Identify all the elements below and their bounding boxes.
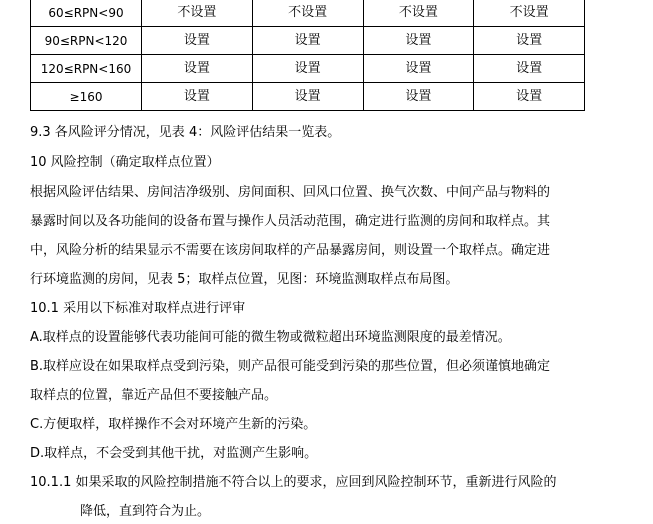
rpn-range-cell: 60≤RPN<90 <box>31 0 142 27</box>
section-10-1-1-continued: 降低，直到符合为止。 <box>80 504 211 519</box>
criterion-b: B.取样应设在如果取样点受到污染，则产品很可能受到污染的那些位置，但必须谨慎地确定 <box>30 359 551 374</box>
table-cell: 设置 <box>142 27 253 55</box>
table-row <box>31 0 585 27</box>
criterion-d: D.取样点，不会受到其他干扰，对监测产生影响。 <box>30 446 318 461</box>
table-row <box>31 83 585 111</box>
table-cell: 设置 <box>474 27 585 55</box>
table-cell: 设置 <box>363 27 474 55</box>
table-cell: 设置 <box>474 55 585 83</box>
table-cell: 设置 <box>474 83 585 111</box>
paragraph-line: 暴露时间以及各功能间的设备布置与操作人员活动范围，确定进行监测的房间和取样点。其 <box>30 214 551 229</box>
table-cell: 不设置 <box>474 0 585 27</box>
table-row <box>31 27 585 55</box>
criterion-b-continued: 取样点的位置，靠近产品但不要接触产品。 <box>30 388 278 403</box>
criterion-a: A.取样点的设置能够代表功能间可能的微生物或微粒超出环境监测限度的最差情况。 <box>30 330 511 345</box>
table-cell: 设置 <box>252 83 363 111</box>
section-10-1-heading: 10.1 采用以下标准对取样点进行评审 <box>30 301 246 316</box>
section-10-heading: 10 风险控制（确定取样点位置） <box>30 155 220 170</box>
rpn-range-cell: 120≤RPN<160 <box>31 55 142 83</box>
table-cell: 设置 <box>363 55 474 83</box>
table-row <box>31 55 585 83</box>
rpn-table <box>30 0 585 111</box>
table-cell: 设置 <box>252 27 363 55</box>
section-10-1-1-text: 10.1.1 如果采取的风险控制措施不符合以上的要求，应回到风险控制环节，重新进行风险的 <box>30 475 557 490</box>
rpn-range-cell: 90≤RPN<120 <box>31 27 142 55</box>
paragraph-line: 中，风险分析的结果显示不需要在该房间取样的产品暴露房间，则设置一个取样点。确定进 <box>30 243 551 258</box>
section-9-3-text: 9.3 各风险评分情况，见表 4：风险评估结果一览表。 <box>30 125 341 140</box>
table-cell: 不设置 <box>363 0 474 27</box>
table-cell: 设置 <box>142 55 253 83</box>
rpn-range-cell: ≥160 <box>31 83 142 111</box>
table-cell: 设置 <box>142 83 253 111</box>
table-cell: 不设置 <box>142 0 253 27</box>
table-cell: 设置 <box>363 83 474 111</box>
table-cell: 不设置 <box>252 0 363 27</box>
paragraph-line: 行环境监测的房间，见表 5；取样点位置，见图：环境监测取样点布局图。 <box>30 272 459 287</box>
criterion-c: C.方便取样，取样操作不会对环境产生新的污染。 <box>30 417 317 432</box>
table-cell: 设置 <box>252 55 363 83</box>
paragraph-line: 根据风险评估结果、房间洁净级别、房间面积、回风口位置、换气次数、中间产品与物料的 <box>30 185 551 200</box>
